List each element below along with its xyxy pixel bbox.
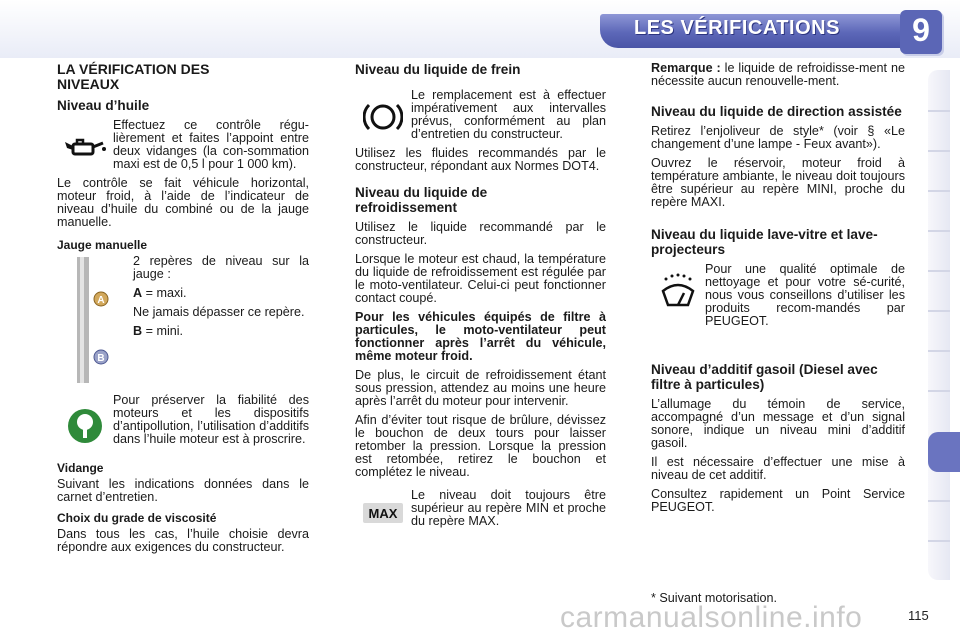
viscosity-text: Dans tous les cas, l’huile choisie devra répondre aux exigences du constructeur. <box>57 527 309 554</box>
column-left <box>57 62 309 560</box>
brake-body: Utilisez les fluides recommandés par le constructeur, répondant aux Normes DOT4. <box>355 146 606 173</box>
dipstick-row <box>57 255 309 388</box>
page-title: LES VÉRIFICATIONS <box>634 17 840 39</box>
drain-text: Suivant les indications données dans le carnet d’entretien. <box>57 477 309 504</box>
drain-heading: Vidange <box>57 461 104 475</box>
dipstick-line1: 2 repères de niveau sur la jauge : <box>133 254 309 281</box>
side-tab-strip <box>928 70 950 580</box>
side-tab-active[interactable] <box>928 432 960 472</box>
brake-fluid-heading: Niveau du liquide de frein <box>355 62 521 77</box>
max-row <box>355 489 606 537</box>
diesel-p3: Consultez rapidement un Point Service PEUGEOT. <box>651 487 905 514</box>
washer-row <box>651 263 905 334</box>
brake-warning-icon <box>355 89 411 145</box>
column-middle <box>355 62 606 537</box>
side-tab-divider <box>928 540 950 542</box>
washer-heading: Niveau du liquide lave-vitre et lave-projecteurs <box>651 227 878 257</box>
dipstick-mark-b: B <box>97 353 105 364</box>
remark-label: Remarque : <box>651 61 721 75</box>
side-tab-divider <box>928 500 950 502</box>
eco-text: Pour préserver la fiabilité des moteurs et les dispositifs d’antipollution, l’utilisation d’additifs dans l’huile moteur est à proscrire. <box>113 393 309 446</box>
diesel-p1: L’allumage du témoin de service, accompagné d’un message et d’un signal sonore, indique un niveau mini d’additif gasoil. <box>651 397 905 450</box>
section-title: LA VÉRIFICATION DES NIVEAUX <box>57 61 210 92</box>
dipstick-a-key: A <box>133 286 143 300</box>
dipstick-max-line <box>133 287 309 300</box>
max-badge-icon <box>355 489 411 537</box>
dipstick-heading: Jauge manuelle <box>57 238 148 252</box>
chapter-number: 9 <box>912 12 930 48</box>
washer-fluid-icon <box>651 263 705 319</box>
dipstick-mark-a: A <box>97 295 105 306</box>
steering-p2: Ouvrez le réservoir, moteur froid à température ambiante, le niveau doit toujours être supérieur au repère MINI, proche du repère MAXI. <box>651 156 905 209</box>
steering-p1: Retirez l’enjoliveur de style* (voir § «Le changement d’une lampe - Feux avant»). <box>651 124 905 151</box>
remark-text: le liquide de refroidisse-ment ne nécessite aucun renouvelle-ment. <box>651 61 905 88</box>
washer-text: Pour une qualité optimale de nettoyage et pour votre sé-curité, nous vous conseillons d’utiliser les produits recom-mandés par PEUGEOT. <box>705 262 905 328</box>
coolant-p4: De plus, le circuit de refroidissement étant sous pression, attendez au moins une heure après l’arrêt du moteur pour intervenir. <box>355 368 606 408</box>
remark <box>651 62 905 88</box>
footnote: * Suivant motorisation. <box>651 591 777 605</box>
diesel-p2: Il est nécessaire d’effectuer une mise à niveau de cet additif. <box>651 455 905 482</box>
side-tab-divider <box>928 310 950 312</box>
page-number: 115 <box>908 608 929 623</box>
dipstick-warning: Ne jamais dépasser ce repère. <box>133 305 305 319</box>
side-tab-divider <box>928 230 950 232</box>
watermark: carmanualsonline.info <box>560 601 863 634</box>
dipstick-a-val: = maxi. <box>142 286 187 300</box>
max-text: Le niveau doit toujours être supérieur au repère MIN et proche du repère MAX. <box>411 488 606 528</box>
dipstick-b-val: = mini. <box>142 324 184 338</box>
column-right <box>651 61 905 605</box>
eco-row <box>57 394 309 458</box>
dipstick-min-line <box>133 325 309 338</box>
coolant-heading: Niveau du liquide de refroidissement <box>355 185 488 215</box>
coolant-p1: Utilisez le liquide recommandé par le constructeur. <box>355 220 606 247</box>
side-tab-divider <box>928 110 950 112</box>
brake-row <box>355 89 606 147</box>
dipstick-illustration <box>57 255 133 388</box>
oil-intro-row <box>57 119 309 177</box>
side-tab-divider <box>928 390 950 392</box>
brake-icon-text: Le remplacement est à effectuer impérativement aux intervalles prévus, conformément au plan d’entretien du constructeur. <box>411 88 606 141</box>
oil-level-heading: Niveau d’huile <box>57 98 150 113</box>
oil-intro-text: Effectuez ce contrôle régu-lièrement et faites l’appoint entre deux vidanges (la con-sommation maxi est de 0,5 l pour 1 000 km). <box>113 118 309 171</box>
side-tab-divider <box>928 270 950 272</box>
diesel-additive-heading: Niveau d’additif gasoil (Diesel avec filtre à particules) <box>651 362 878 392</box>
side-tab-divider <box>928 190 950 192</box>
max-badge: MAX <box>363 503 403 523</box>
viscosity-heading: Choix du grade de viscosité <box>57 511 217 525</box>
dipstick-b-key: B <box>133 324 143 338</box>
tree-icon <box>57 394 113 458</box>
side-tab-divider <box>928 150 950 152</box>
side-tab-divider <box>928 350 950 352</box>
coolant-p5: Afin d’éviter tout risque de brûlure, dévissez le bouchon de deux tours pour laisser retomber la pression. Lorsque la pression est retombée, retirez le bouchon et complétez le niveau. <box>355 413 606 479</box>
oil-check-text: Le contrôle se fait véhicule horizontal, moteur froid, à l’aide de l’indicateur de niveau d’huile du combiné ou de la jauge manuelle. <box>57 176 309 229</box>
steering-heading: Niveau du liquide de direction assistée <box>651 104 902 119</box>
coolant-p3: Pour les véhicules équipés de filtre à particules, le moto-ventilateur peut fonctionner après l’arrêt du véhicule, même moteur froid. <box>355 310 606 363</box>
coolant-p2: Lorsque le moteur est chaud, la température du liquide de refroidissement est régulée par le moto-ventilateur. Celui-ci peut fonctionner contact coupé. <box>355 252 606 305</box>
oil-can-icon <box>57 119 113 177</box>
